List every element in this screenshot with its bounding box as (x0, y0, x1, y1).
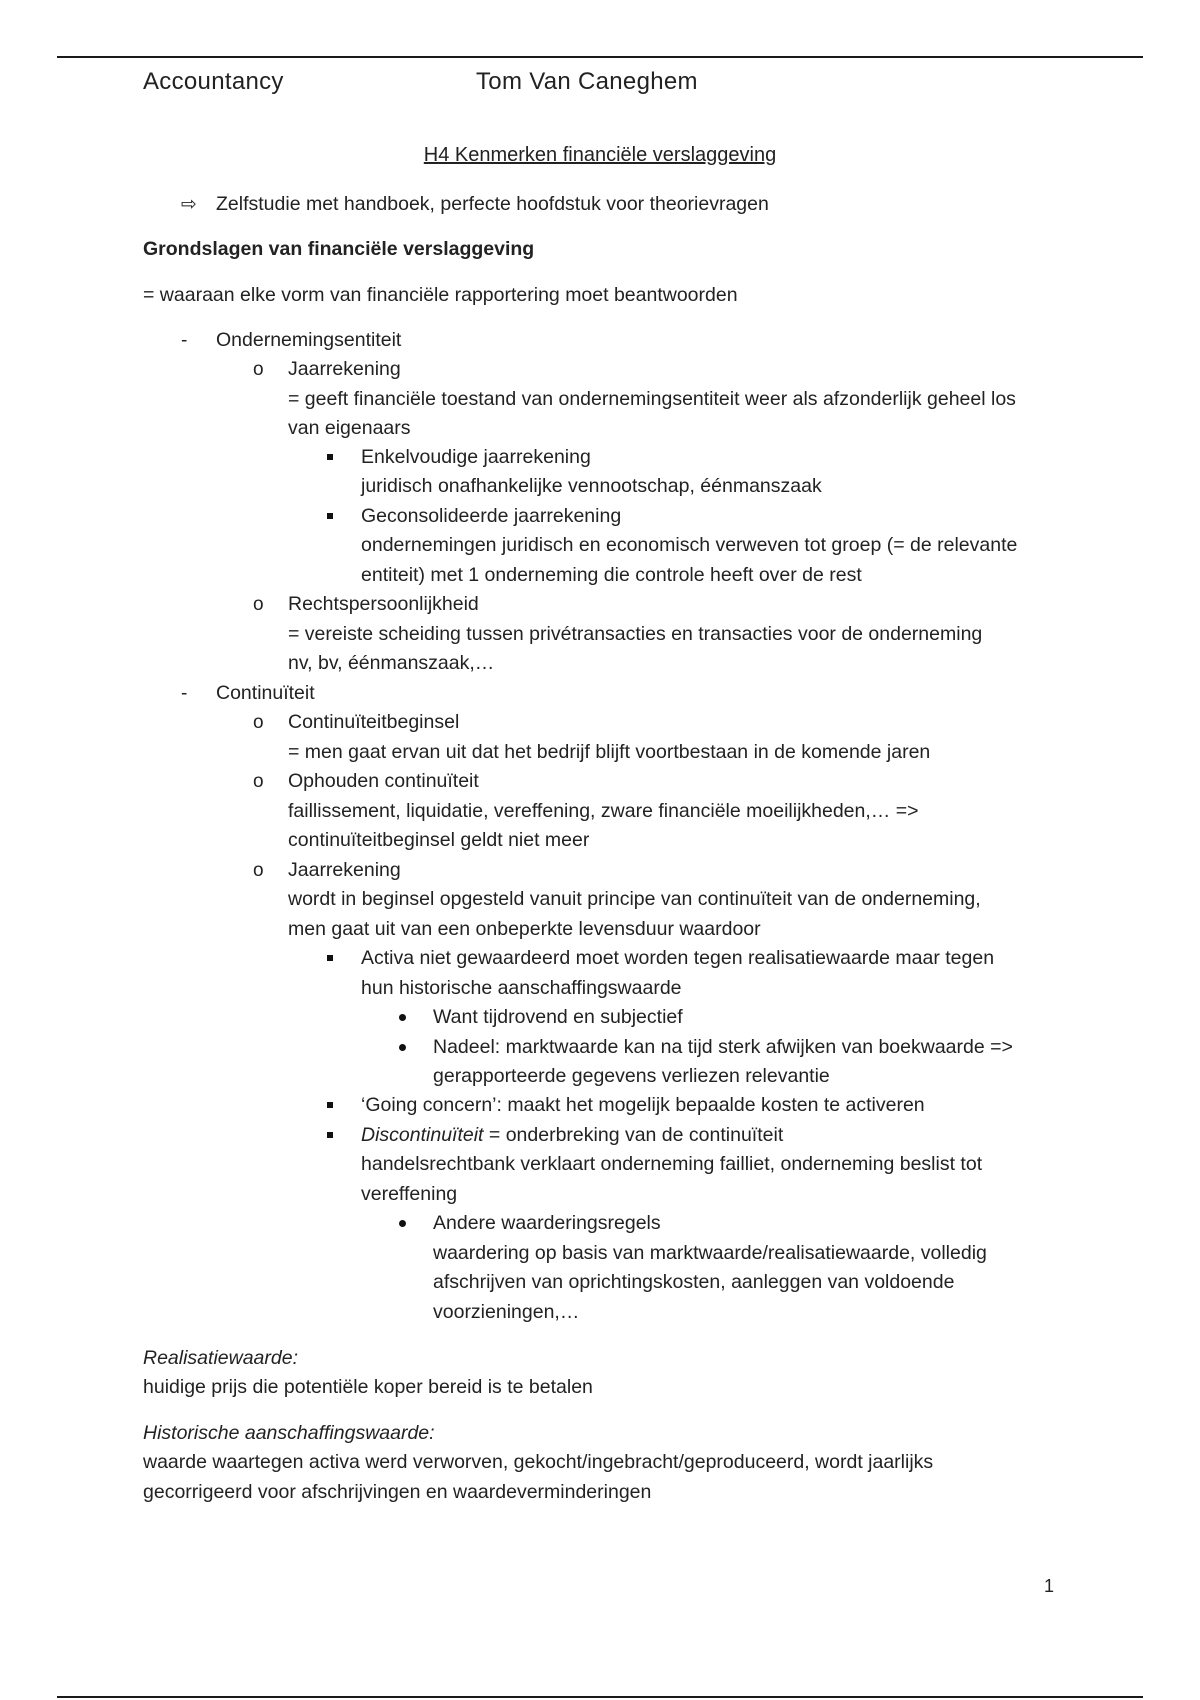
ondernemingsentiteit-label: Ondernemingsentiteit (216, 329, 402, 351)
arrow-icon: ⇨ (181, 194, 197, 215)
historisch-term: Historische aanschaffingswaarde: (143, 1422, 435, 1444)
discontinuiteit-term: Discontinuïteit (361, 1124, 484, 1146)
going-concern-text: ‘Going concern’: maakt het mogelijk bepaalde kosten te activeren (361, 1094, 925, 1116)
realisatie-term: Realisatiewaarde: (143, 1347, 299, 1369)
square-bullet (327, 1102, 333, 1108)
nadeel-text: gerapporteerde gegevens verliezen relevantie (433, 1065, 830, 1087)
discontinuiteit-desc: handelsrechtbank verklaart onderneming failliet, onderneming beslist tot (361, 1153, 983, 1175)
enkelvoudige-desc: juridisch onafhankelijke vennootschap, éénmanszaak (361, 475, 822, 497)
enkelvoudige-label: Enkelvoudige jaarrekening (361, 446, 591, 468)
page-title: H4 Kenmerken financiële verslaggeving (423, 144, 777, 166)
square-bullet (327, 513, 333, 519)
want-text: Want tijdrovend en subjectief (433, 1006, 683, 1028)
header-author: Tom Van Caneghem (476, 68, 698, 95)
jaarrekening-desc: van eigenaars (288, 417, 411, 439)
jaarrekening-cont-desc: men gaat uit van een onbeperkte levensduur waardoor (288, 918, 761, 940)
discontinuiteit-desc: vereffening (361, 1183, 458, 1205)
round-bullet (399, 1220, 406, 1227)
rechtspersoon-desc: nv, bv, éénmanszaak,… (288, 652, 495, 674)
discontinuiteit-def: = onderbreking van de continuïteit (483, 1124, 784, 1146)
jaarrekening-cont-desc: wordt in beginsel opgesteld vanuit principe van continuïteit van de onderneming, (288, 888, 981, 910)
beginsel-desc: = men gaat ervan uit dat het bedrijf blijft voortbestaan in de komende jaren (288, 741, 931, 763)
circle-marker: o (253, 359, 264, 380)
circle-marker: o (253, 712, 264, 733)
header-subject: Accountancy (143, 68, 284, 95)
historisch-desc: waarde waartegen activa werd verworven, gekocht/ingebracht/geproduceerd, wordt jaarlijks (143, 1451, 934, 1473)
square-bullet (327, 955, 333, 961)
intro-text: Zelfstudie met handboek, perfecte hoofdstuk voor theorievragen (216, 193, 769, 215)
ophouden-desc: faillissement, liquidatie, vereffening, zware financiële moeilijkheden,… => (288, 800, 919, 822)
geconsolideerde-label: Geconsolideerde jaarrekening (361, 505, 622, 527)
beginsel-label: Continuïteitbeginsel (288, 711, 460, 733)
discontinuiteit-text (361, 1121, 783, 1150)
realisatie-desc: huidige prijs die potentiële koper bereid is te betalen (143, 1376, 593, 1398)
nadeel-text: Nadeel: marktwaarde kan na tijd sterk afwijken van boekwaarde => (433, 1036, 1013, 1058)
definition-text: = waaraan elke vorm van financiële rapportering moet beantwoorden (143, 284, 738, 306)
dash-marker: - (181, 330, 188, 351)
page-number: 1 (1044, 1576, 1055, 1596)
andere-desc: voorzieningen,… (433, 1301, 580, 1323)
activa-text: Activa niet gewaardeerd moet worden tegen realisatiewaarde maar tegen (361, 947, 995, 969)
rechtspersoon-desc: = vereiste scheiding tussen privétransacties en transacties voor de onderneming (288, 623, 983, 645)
geconsolideerde-desc: ondernemingen juridisch en economisch verweven tot groep (= de relevante (361, 534, 1018, 556)
activa-text: hun historische aanschaffingswaarde (361, 977, 682, 999)
jaarrekening-cont-label: Jaarrekening (288, 859, 401, 881)
rechtspersoon-label: Rechtspersoonlijkheid (288, 593, 479, 615)
square-bullet (327, 454, 333, 460)
jaarrekening-desc: = geeft financiële toestand van ondernemingsentiteit weer als afzonderlijk geheel los (288, 388, 1016, 410)
andere-desc: waardering op basis van marktwaarde/realisatiewaarde, volledig (433, 1242, 987, 1264)
historisch-desc: gecorrigeerd voor afschrijvingen en waardeverminderingen (143, 1481, 652, 1503)
continuiteit-label: Continuïteit (216, 682, 315, 704)
dash-marker: - (181, 683, 188, 704)
round-bullet (399, 1044, 406, 1051)
ophouden-label: Ophouden continuïteit (288, 770, 479, 792)
jaarrekening-label: Jaarrekening (288, 358, 401, 380)
andere-desc: afschrijven van oprichtingskosten, aanleggen van voldoende (433, 1271, 955, 1293)
round-bullet (399, 1014, 406, 1021)
circle-marker: o (253, 594, 264, 615)
circle-marker: o (253, 771, 264, 792)
geconsolideerde-desc: entiteit) met 1 onderneming die controle heeft over de rest (361, 564, 862, 586)
square-bullet (327, 1132, 333, 1138)
bottom-rule (57, 1696, 1143, 1698)
ophouden-desc: continuïteitbeginsel geldt niet meer (288, 829, 590, 851)
section-heading: Grondslagen van financiële verslaggeving (143, 238, 535, 260)
circle-marker: o (253, 860, 264, 881)
top-rule (57, 56, 1143, 58)
andere-label: Andere waarderingsregels (433, 1212, 661, 1234)
